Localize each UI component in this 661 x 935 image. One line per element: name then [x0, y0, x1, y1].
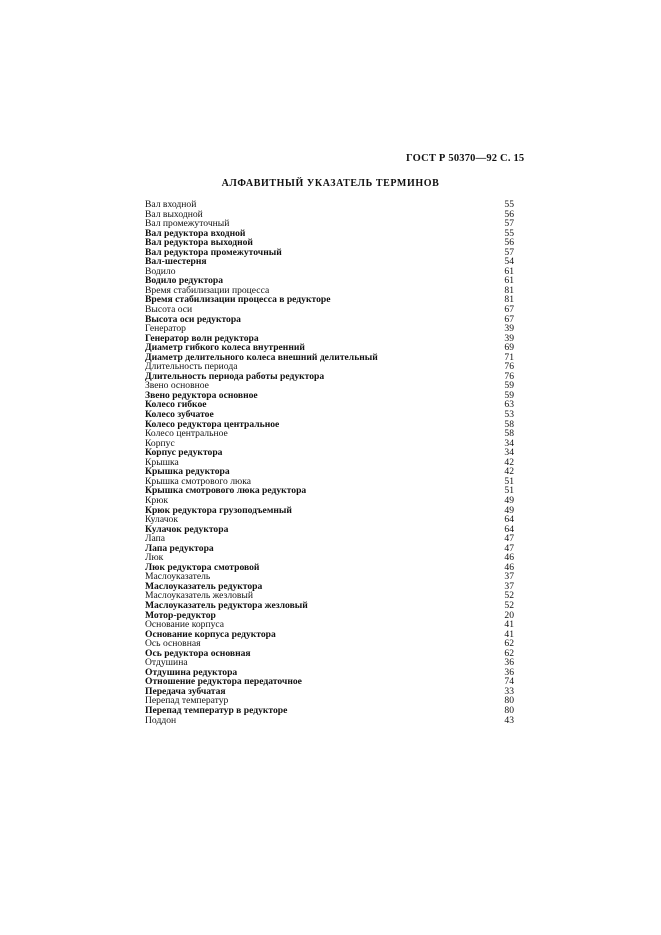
index-entry [145, 448, 514, 458]
index-entry-term: Вал входной [145, 199, 197, 210]
index-entry-term: Крюк [145, 494, 169, 506]
index-entry-term: Вал выходной [145, 208, 203, 220]
index-entry-term: Вал-шестерня [145, 256, 207, 268]
index-entry-page: 56 [504, 208, 514, 220]
index-entry-page: 41 [504, 619, 514, 631]
index-entry-page: 57 [504, 218, 514, 230]
index-entry-page: 20 [504, 609, 514, 621]
index-entry-page: 33 [504, 685, 514, 697]
index-entry-page: 55 [504, 199, 514, 210]
index-entry-term: Длительность периода [145, 361, 238, 373]
index-entry-term: Звено основное [145, 380, 209, 392]
index-entry-term: Водило редуктора [145, 275, 224, 287]
index-entry-term: Время стабилизации процесса в редукторе [145, 294, 331, 306]
index-title-text: АЛФАВИТНЫЙ УКАЗАТЕЛЬ ТЕРМИНОВ [221, 178, 440, 189]
index-entry-term: Ось основная [145, 638, 201, 650]
index-entry-term: Отношение редуктора передаточное [145, 676, 302, 688]
index-entry-page: 61 [504, 265, 514, 277]
index-entry-term: Звено редуктора основное [145, 389, 258, 401]
index-entry-page: 43 [504, 714, 514, 726]
index-entry-page: 80 [504, 704, 514, 716]
index-entry-page: 59 [504, 389, 514, 401]
index-entry-term: Отдушина редуктора [145, 666, 238, 678]
index-entry-page: 61 [504, 275, 514, 287]
index-entry-page: 37 [504, 571, 514, 583]
index-entry-page: 67 [504, 313, 514, 325]
index-entry-page: 51 [504, 485, 514, 497]
index-entry-term: Генератор [145, 323, 186, 335]
index-entry [145, 315, 514, 325]
index-entry-page: 34 [504, 447, 514, 459]
term-index-list [145, 200, 514, 725]
index-entry-page: 49 [504, 504, 514, 516]
index-entry-term: Крышка смотрового люка редуктора [145, 485, 307, 497]
index-entry-term: Вал редуктора промежуточный [145, 246, 282, 258]
index-entry-page: 47 [504, 542, 514, 554]
index-entry-term: Колесо гибкое [145, 399, 207, 411]
index-entry [145, 706, 514, 716]
index-entry-term: Диаметр гибкого колеса внутренний [145, 342, 305, 354]
index-entry-term: Вал редуктора выходной [145, 237, 253, 249]
index-entry-term: Генератор волн редуктора [145, 332, 259, 344]
index-entry-term: Крышка редуктора [145, 466, 230, 478]
index-entry [145, 486, 514, 496]
index-entry-page: 69 [504, 342, 514, 354]
index-entry-term: Колесо редуктора центральное [145, 418, 280, 430]
index-entry-page: 63 [504, 399, 514, 411]
index-entry-page: 41 [504, 628, 514, 640]
index-entry-term: Длительность периода работы редуктора [145, 370, 325, 382]
index-entry-term: Перепад температур в редукторе [145, 704, 288, 716]
index-entry-page: 59 [504, 380, 514, 392]
index-entry-term: Маслоуказатель жезловый [145, 590, 254, 602]
index-entry-page: 76 [504, 370, 514, 382]
index-entry [145, 716, 514, 726]
index-entry-term: Люк редуктора смотровой [145, 561, 260, 573]
index-entry [145, 257, 514, 267]
index-entry-term: Колесо зубчатое [145, 409, 214, 421]
index-entry-term: Время стабилизации процесса [145, 284, 270, 296]
index-entry-page: 39 [504, 323, 514, 335]
index-entry-page: 58 [504, 418, 514, 430]
index-entry-page: 54 [504, 256, 514, 268]
index-entry-term: Лапа [145, 533, 166, 545]
index-entry-page: 53 [504, 409, 514, 421]
index-title [0, 178, 661, 189]
index-entry [145, 525, 514, 535]
index-entry-page: 42 [504, 466, 514, 478]
index-entry-page: 81 [504, 284, 514, 296]
index-entry-page: 37 [504, 580, 514, 592]
index-entry-page: 62 [504, 647, 514, 659]
index-entry-page: 46 [504, 552, 514, 564]
index-entry-page: 57 [504, 246, 514, 258]
index-entry-term: Маслоуказатель редуктора жезловый [145, 599, 308, 611]
index-entry-page: 56 [504, 237, 514, 249]
index-entry-term: Передача зубчатая [145, 685, 226, 697]
index-entry-page: 52 [504, 599, 514, 611]
index-entry-page: 51 [504, 475, 514, 487]
index-entry-term: Диаметр делительного колеса внешний делительный [145, 351, 378, 363]
index-entry-term: Колесо центральное [145, 428, 228, 440]
index-entry-term: Кулачок [145, 514, 178, 526]
index-entry-term: Кулачок редуктора [145, 523, 229, 535]
index-entry-term: Перепад температур [145, 695, 229, 707]
index-entry-page: 76 [504, 361, 514, 373]
index-entry-page: 71 [504, 351, 514, 363]
index-entry-page: 80 [504, 695, 514, 707]
index-entry-term: Крюк редуктора грузоподъемный [145, 504, 292, 516]
index-entry-page: 81 [504, 294, 514, 306]
index-entry-page: 67 [504, 304, 514, 316]
index-entry-page: 64 [504, 514, 514, 526]
index-entry-page: 39 [504, 332, 514, 344]
index-entry-page: 47 [504, 533, 514, 545]
index-entry [145, 295, 514, 305]
index-entry-term: Основание корпуса редуктора [145, 628, 276, 640]
index-entry [145, 649, 514, 659]
index-entry-term: Вал редуктора входной [145, 227, 246, 239]
index-entry-term: Высота оси редуктора [145, 313, 241, 325]
index-entry-term: Лапа редуктора [145, 542, 214, 554]
index-entry-term: Высота оси [145, 304, 193, 316]
index-entry-page: 49 [504, 494, 514, 506]
index-entry-term: Основание корпуса [145, 619, 225, 631]
index-entry-page: 62 [504, 638, 514, 650]
index-entry [145, 429, 514, 439]
index-entry-term: Корпус редуктора [145, 447, 223, 459]
index-entry-page: 46 [504, 561, 514, 573]
index-entry-term: Крышка [145, 456, 179, 468]
index-entry-page: 55 [504, 227, 514, 239]
index-entry-page: 58 [504, 428, 514, 440]
index-entry-term: Маслоуказатель редуктора [145, 580, 263, 592]
index-entry-term: Корпус [145, 437, 175, 449]
index-entry-page: 34 [504, 437, 514, 449]
index-entry-term: Маслоуказатель [145, 571, 211, 583]
index-entry-term: Поддон [145, 714, 177, 726]
index-entry-page: 36 [504, 666, 514, 678]
index-entry [145, 544, 514, 554]
page-header: ГОСТ Р 50370—92 С. 15 [406, 153, 525, 164]
index-entry-term: Отдушина [145, 657, 188, 669]
index-entry-term: Водило [145, 265, 176, 277]
index-entry-term: Крышка смотрового люка [145, 475, 251, 487]
index-entry-page: 36 [504, 657, 514, 669]
index-entry-page: 42 [504, 456, 514, 468]
index-entry-term: Люк [145, 552, 164, 564]
index-entry-page: 64 [504, 523, 514, 535]
index-entry-page: 52 [504, 590, 514, 602]
index-entry [145, 506, 514, 516]
index-entry-term: Мотор-редуктор [145, 609, 216, 621]
index-entry-term: Вал промежуточный [145, 218, 230, 230]
index-entry-term: Ось редуктора основная [145, 647, 251, 659]
index-entry-page: 74 [504, 676, 514, 688]
